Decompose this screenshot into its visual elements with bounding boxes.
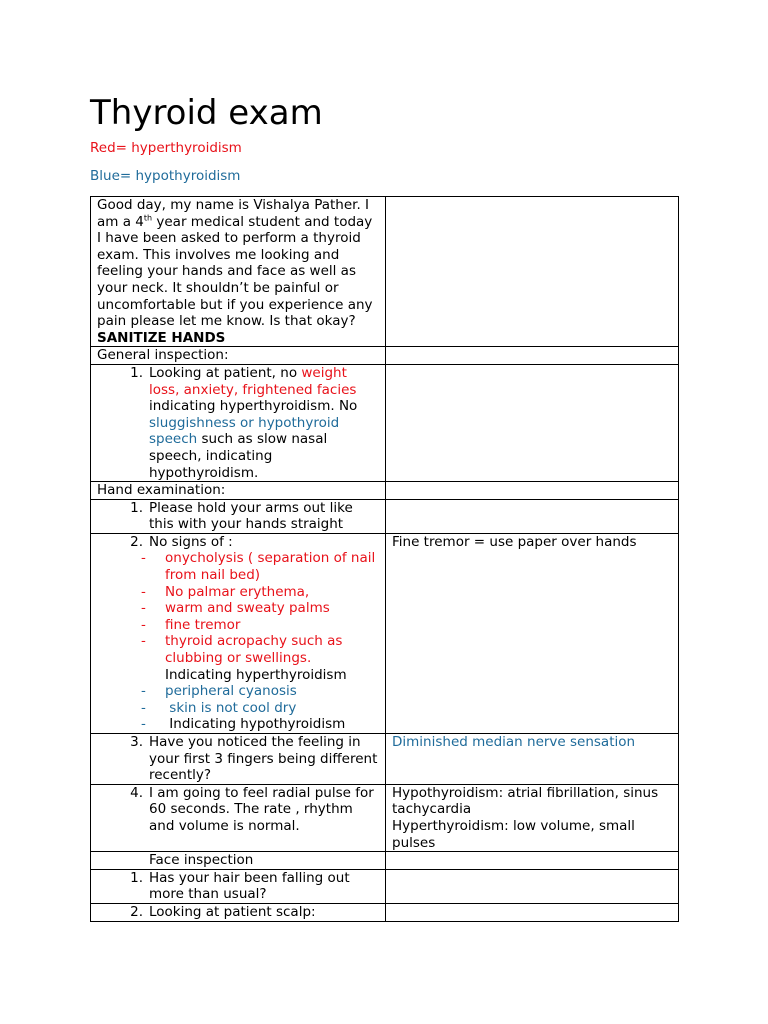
note-cell: Fine tremor = use paper over hands <box>386 533 679 733</box>
table-row <box>91 197 679 347</box>
table-row <box>91 869 679 903</box>
table-row <box>91 852 679 870</box>
sanitize-hands-instruction: SANITIZE HANDS <box>97 329 226 346</box>
note-cell: Hypothyroidism: atrial fibrillation, sinus tachycardia Hyperthyroidism: low volume, small pulses <box>386 784 679 851</box>
list-item: 1. Please hold your arms out like this with your hands straight <box>130 499 353 533</box>
table-row <box>91 533 679 733</box>
sign-item: - onycholysis ( separation of nail from nail bed) <box>141 550 376 584</box>
table-row <box>91 482 679 500</box>
list-item: 4. I am going to feel radial pulse for 60 seconds. The rate , rhythm and volume is normal. <box>130 784 374 834</box>
sign-item: - No palmar erythema, <box>141 583 310 600</box>
sign-item: - warm and sweaty palms <box>141 600 330 617</box>
sign-item: - peripheral cyanosis <box>141 683 297 700</box>
sign-item: - skin is not cool dry <box>141 699 297 716</box>
section-header-hand: Hand examination: <box>91 482 386 500</box>
legend-blue: Blue= hypothyroidism <box>90 168 241 184</box>
table-row <box>91 784 679 851</box>
exam-table <box>90 196 679 922</box>
list-item: 2. Looking at patient scalp: <box>130 903 316 920</box>
list-item: 1. Looking at patient, no weight loss, anxiety, frightened facies indicating hyperthyroidism. No sluggishness or hypothyroid speech such as slow nasal speech, indicating hypothyroidism. <box>130 364 358 481</box>
sign-item: - Indicating hypothyroidism <box>141 716 346 733</box>
table-row <box>91 734 679 785</box>
document-title: Thyroid exam <box>90 93 323 133</box>
list-item: 3. Have you noticed the feeling in your first 3 fingers being different recently? <box>130 734 378 784</box>
list-item: 1. Has your hair been falling out more than usual? <box>130 869 350 903</box>
sign-item: - fine tremor <box>141 616 241 633</box>
table-row <box>91 903 679 921</box>
table-row <box>91 364 679 481</box>
table-row <box>91 499 679 533</box>
intro-cell: Good day, my name is Vishalya Pather. I am a 4th year medical student and today I have been asked to perform a thyroid exam. This involves me looking and feeling your hands and face as well as your neck. It shouldn’t be painful or uncomfortable but if you experience any pain please let me know. Is that okay? SANITIZE HANDS <box>91 197 386 347</box>
list-item: 2. No signs of : <box>130 533 233 550</box>
section-header-general: General inspection: <box>91 347 386 365</box>
legend-red: Red= hyperthyroidism <box>90 140 242 156</box>
note-cell: Diminished median nerve sensation <box>386 734 679 785</box>
table-row <box>91 347 679 365</box>
sign-item: - thyroid acropachy such as clubbing or swellings. Indicating hyperthyroidism <box>141 633 347 683</box>
section-header-face: Face inspection <box>149 852 254 869</box>
